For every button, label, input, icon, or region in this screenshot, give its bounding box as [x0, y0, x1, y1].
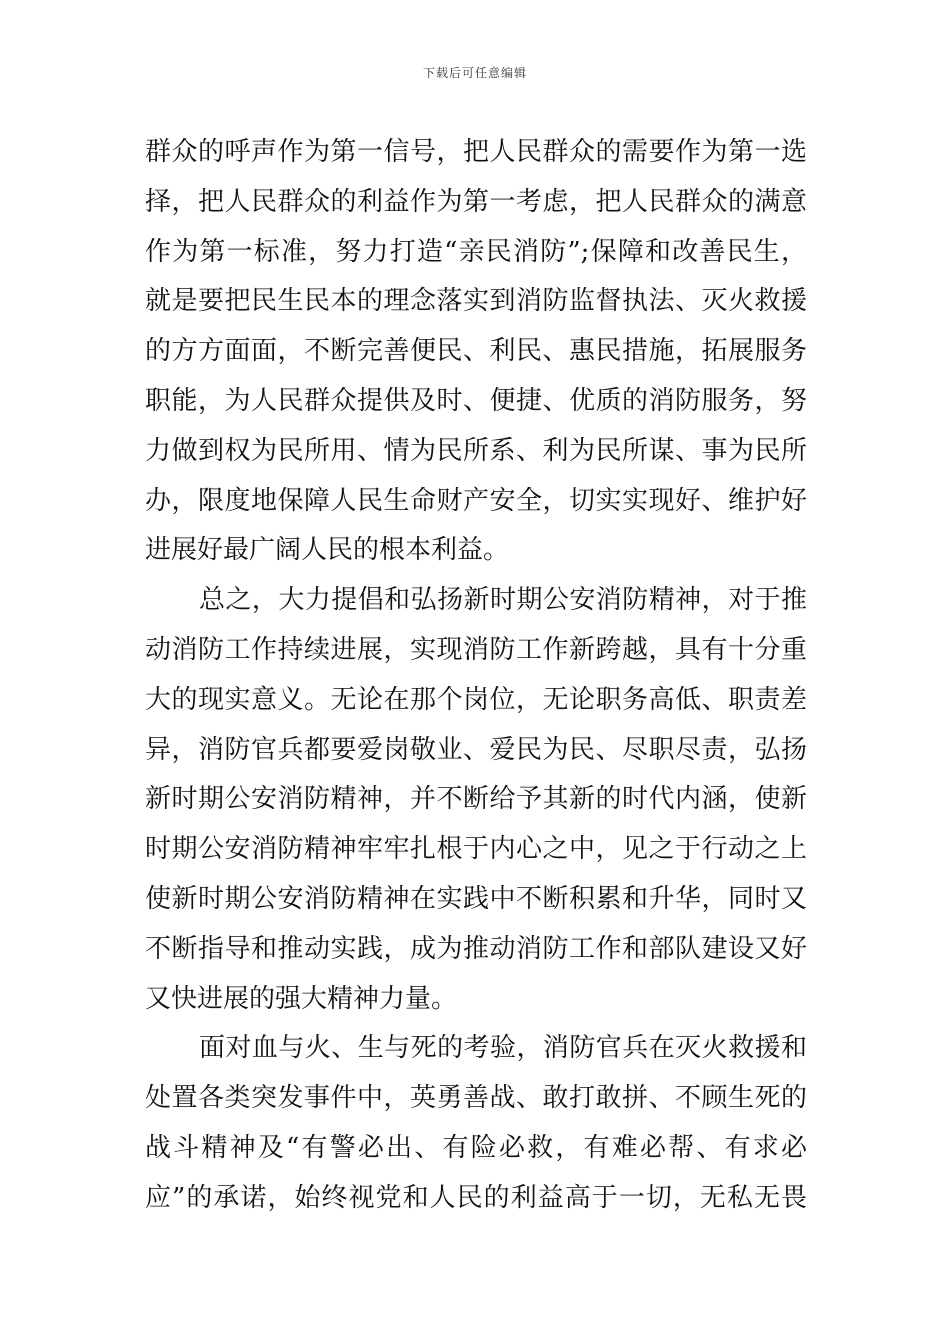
text-line: 就是要把民生民本的理念落实到消防监督执法、灭火救援	[145, 286, 807, 317]
text-line: 应”的承诺，始终视党和人民的利益高于一切，无私无畏	[145, 1182, 807, 1213]
text-line: 力做到权为民所用、情为民所系、利为民所谋、事为民所	[145, 435, 807, 466]
text-line: 使新时期公安消防精神在实践中不断积累和升华，同时又	[145, 883, 807, 914]
text-line: 又快进展的强大精神力量。	[145, 983, 458, 1014]
page-header-note: 下载后可任意编辑	[422, 66, 527, 80]
document-body	[145, 128, 807, 1224]
text-line: 择，把人民群众的利益作为第一考虑，把人民群众的满意	[145, 186, 807, 217]
text-line: 大的现实意义。无论在那个岗位，无论职务高低、职责差	[145, 684, 807, 715]
text-line: 面对血与火、生与死的考验，消防官兵在灭火救援和	[199, 1033, 807, 1064]
text-line: 战斗精神及“有警必出、有险必救，有难必帮、有求必	[145, 1132, 807, 1163]
text-line: 总之，大力提倡和弘扬新时期公安消防精神，对于推	[199, 585, 807, 616]
text-line: 动消防工作持续进展，实现消防工作新跨越，具有十分重	[145, 634, 807, 665]
text-line: 职能，为人民群众提供及时、便捷、优质的消防服务，努	[145, 385, 807, 416]
text-line: 时期公安消防精神牢牢扎根于内心之中，见之于行动之上	[145, 834, 807, 865]
text-line: 不断指导和推动实践，成为推动消防工作和部队建设又好	[145, 933, 807, 964]
text-line: 处置各类突发事件中，英勇善战、敢打敢拼、不顾生死的	[145, 1083, 807, 1114]
text-line: 群众的呼声作为第一信号，把人民群众的需要作为第一选	[145, 137, 807, 167]
text-line: 的方方面面，不断完善便民、利民、惠民措施，拓展服务	[145, 336, 807, 367]
text-line: 进展好最广阔人民的根本利益。	[145, 535, 510, 566]
text-line: 作为第一标准，努力打造“亲民消防”;保障和改善民生，	[145, 236, 807, 267]
text-line: 新时期公安消防精神，并不断给予其新的时代内涵，使新	[145, 784, 807, 815]
text-line: 办，限度地保障人民生命财产安全，切实实现好、维护好	[145, 485, 807, 516]
text-line: 异，消防官兵都要爱岗敬业、爱民为民、尽职尽责，弘扬	[145, 734, 807, 765]
